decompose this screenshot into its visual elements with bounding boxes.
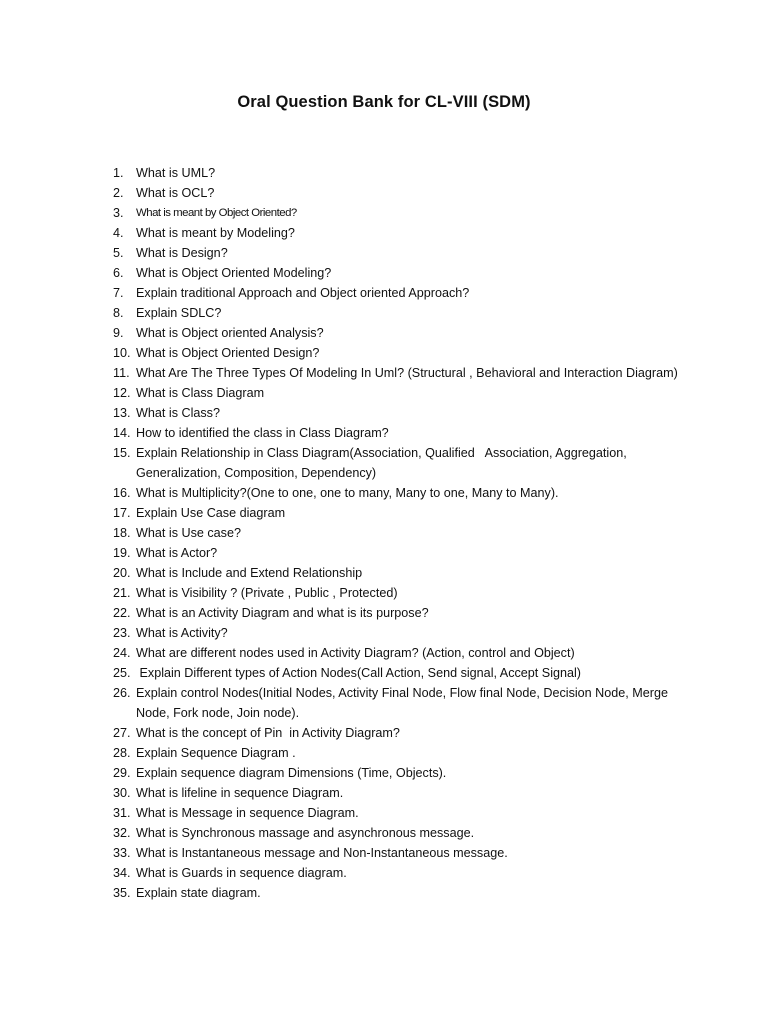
question-number: 23. xyxy=(113,626,131,640)
question-text: What is UML? xyxy=(136,166,216,180)
question-number: 28. xyxy=(113,746,131,760)
question-text: What is Actor? xyxy=(136,546,218,560)
question-item xyxy=(0,303,768,323)
question-number: 30. xyxy=(113,786,131,800)
question-list xyxy=(0,163,768,903)
question-item xyxy=(0,683,768,723)
question-number: 22. xyxy=(113,606,131,620)
question-number: 18. xyxy=(113,526,131,540)
question-number: 9. xyxy=(113,326,124,340)
question-number: 12. xyxy=(113,386,131,400)
question-number: 16. xyxy=(113,486,131,500)
question-number: 26. xyxy=(113,686,131,700)
question-number: 32. xyxy=(113,826,131,840)
question-text: What is Message in sequence Diagram. xyxy=(136,806,359,820)
question-item xyxy=(0,323,768,343)
question-text: What is meant by Object Oriented? xyxy=(136,207,297,219)
question-item xyxy=(0,823,768,843)
question-text: What is Object oriented Analysis? xyxy=(136,326,324,340)
question-number: 8. xyxy=(113,306,124,320)
question-number: 13. xyxy=(113,406,131,420)
question-item xyxy=(0,343,768,363)
question-item xyxy=(0,583,768,603)
question-number: 6. xyxy=(113,266,124,280)
question-text: What is OCL? xyxy=(136,186,215,200)
question-text: Explain traditional Approach and Object oriented Approach? xyxy=(136,286,470,300)
question-item xyxy=(0,263,768,283)
question-item xyxy=(0,843,768,863)
question-text: What is Guards in sequence diagram. xyxy=(136,866,347,880)
question-number: 3. xyxy=(113,206,124,220)
question-item xyxy=(0,723,768,743)
question-item xyxy=(0,563,768,583)
question-text: What is Multiplicity?(One to one, one to many, Many to one, Many to Many). xyxy=(136,486,559,500)
question-text: Explain control Nodes(Initial Nodes, Activity Final Node, Flow final Node, Decision Node, Merge Node, Fork node, Join node). xyxy=(136,686,672,720)
question-text: What is Activity? xyxy=(136,626,228,640)
question-text: What is lifeline in sequence Diagram. xyxy=(136,786,344,800)
question-text: What Are The Three Types Of Modeling In Uml? (Structural , Behavioral and Interaction Diagram) xyxy=(136,366,678,380)
question-number: 35. xyxy=(113,886,131,900)
question-text: Explain sequence diagram Dimensions (Time, Objects). xyxy=(136,766,447,780)
question-text: What is Visibility ? (Private , Public , Protected) xyxy=(136,586,398,600)
question-text: What are different nodes used in Activity Diagram? (Action, control and Object) xyxy=(136,646,575,660)
question-text: What is Class? xyxy=(136,406,220,420)
question-item xyxy=(0,423,768,443)
question-number: 11. xyxy=(113,366,130,380)
question-number: 20. xyxy=(113,566,131,580)
question-number: 29. xyxy=(113,766,131,780)
question-item xyxy=(0,363,768,383)
question-text: What is Design? xyxy=(136,246,228,260)
question-text: Explain Use Case diagram xyxy=(136,506,286,520)
question-text: Explain Different types of Action Nodes(Call Action, Send signal, Accept Signal) xyxy=(136,666,581,680)
question-item xyxy=(0,883,768,903)
question-item xyxy=(0,523,768,543)
question-text: What is Include and Extend Relationship xyxy=(136,566,363,580)
question-number: 1. xyxy=(113,166,124,180)
question-item xyxy=(0,603,768,623)
question-number: 10. xyxy=(113,346,131,360)
question-number: 17. xyxy=(113,506,131,520)
question-text: How to identified the class in Class Diagram? xyxy=(136,426,389,440)
question-item xyxy=(0,243,768,263)
question-text: What is an Activity Diagram and what is its purpose? xyxy=(136,606,429,620)
question-item xyxy=(0,383,768,403)
question-number: 2. xyxy=(113,186,124,200)
question-number: 15. xyxy=(113,446,131,460)
question-item xyxy=(0,483,768,503)
question-item xyxy=(0,443,768,483)
question-item xyxy=(0,223,768,243)
question-number: 25. xyxy=(113,666,131,680)
question-item xyxy=(0,643,768,663)
question-text: Explain Sequence Diagram . xyxy=(136,746,296,760)
question-number: 4. xyxy=(113,226,124,240)
question-item xyxy=(0,663,768,683)
question-text: What is Synchronous massage and asynchronous message. xyxy=(136,826,475,840)
question-number: 24. xyxy=(113,646,131,660)
question-item xyxy=(0,803,768,823)
question-text: What is Use case? xyxy=(136,526,241,540)
question-text: Explain SDLC? xyxy=(136,306,222,320)
question-text: Explain state diagram. xyxy=(136,886,261,900)
page-title: Oral Question Bank for CL-VIII (SDM) xyxy=(237,93,531,111)
question-item xyxy=(0,283,768,303)
question-item xyxy=(0,403,768,423)
question-number: 19. xyxy=(113,546,131,560)
question-item xyxy=(0,543,768,563)
question-number: 31. xyxy=(113,806,131,820)
question-number: 5. xyxy=(113,246,124,260)
question-number: 34. xyxy=(113,866,131,880)
question-item xyxy=(0,763,768,783)
question-text: What is Instantaneous message and Non-Instantaneous message. xyxy=(136,846,508,860)
question-number: 7. xyxy=(113,286,124,300)
question-item xyxy=(0,203,768,223)
question-number: 33. xyxy=(113,846,131,860)
question-text: What is meant by Modeling? xyxy=(136,226,295,240)
question-item xyxy=(0,743,768,763)
question-item xyxy=(0,163,768,183)
question-text: Explain Relationship in Class Diagram(Association, Qualified Association, Aggregation, Generalization, Composition, Dependency) xyxy=(136,446,631,480)
question-item xyxy=(0,783,768,803)
question-text: What is Object Oriented Modeling? xyxy=(136,266,332,280)
question-number: 27. xyxy=(113,726,131,740)
question-text: What is Object Oriented Design? xyxy=(136,346,320,360)
question-text: What is Class Diagram xyxy=(136,386,265,400)
question-number: 14. xyxy=(113,426,131,440)
question-number: 21. xyxy=(113,586,131,600)
question-item xyxy=(0,863,768,883)
question-item xyxy=(0,623,768,643)
question-text: What is the concept of Pin in Activity Diagram? xyxy=(136,726,400,740)
question-item xyxy=(0,503,768,523)
question-item xyxy=(0,183,768,203)
